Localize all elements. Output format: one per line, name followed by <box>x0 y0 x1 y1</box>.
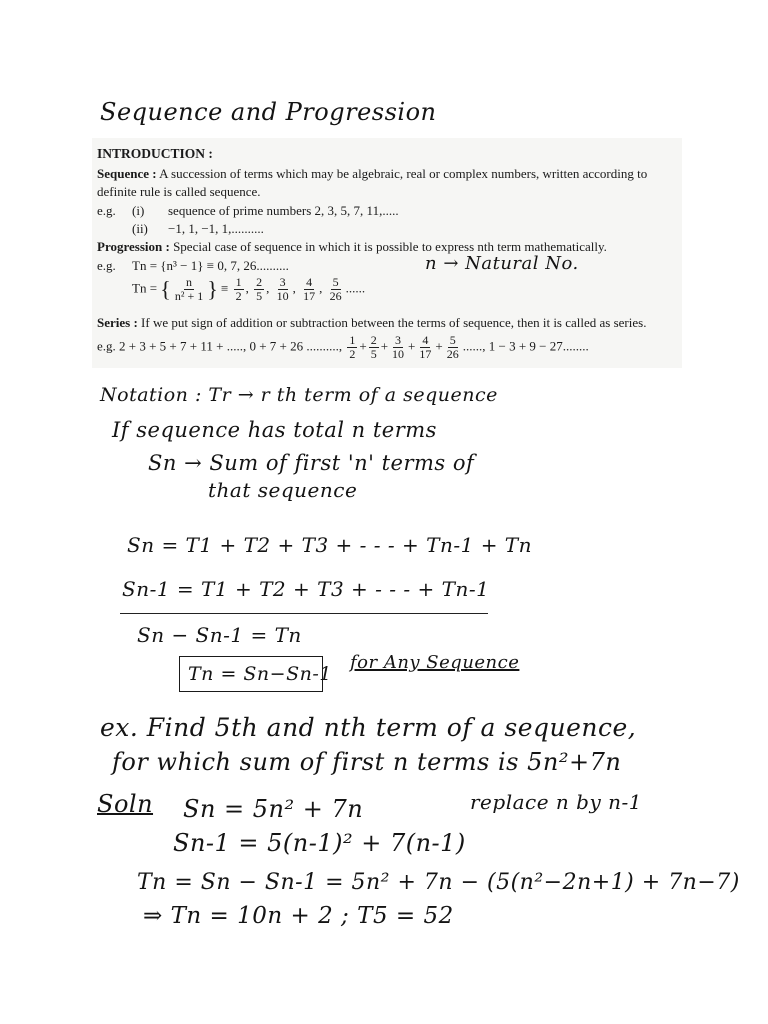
progression-text: Special case of sequence in which it is possible to express nth term mathematically. <box>173 239 607 254</box>
natural-number-note: n → Natural No. <box>425 253 579 274</box>
for-any-sequence: for Any Sequence <box>350 652 520 673</box>
intro-heading: INTRODUCTION : <box>97 146 213 161</box>
equation-sn: Sn = T1 + T2 + T3 + - - - + Tn-1 + Tn <box>127 533 533 557</box>
equation-difference: Sn − Sn-1 = Tn <box>137 623 302 647</box>
eg-label-2: e.g. <box>97 258 116 273</box>
fraction-1: $\frac{1}{2}$ <box>235 275 242 303</box>
tn-fraction-lhs: Tn = <box>132 280 158 296</box>
equation-sn-minus-1: Sn-1 = T1 + T2 + T3 + - - - + Tn-1 <box>122 577 490 601</box>
solution-tn-expansion: Tn = Sn − Sn-1 = 5n² + 7n − (5(n²−2n+1) + 7n−7) <box>137 870 740 895</box>
tn-fraction-example: Tn = { $\frac{n}{\text{n² + 1}}$ } ≡ $\frac{1}{2}$ , $\frac{2}{5}$ , $\frac{3}{10}$ , $\frac{4}{17}$ , $\frac{5}{26}$ ...... <box>132 275 366 303</box>
item-ii-label: (ii) <box>132 221 148 236</box>
solution-sn: Sn = 5n² + 7n <box>183 795 364 823</box>
item-ii-text: −1, 1, −1, 1,.......... <box>168 221 264 236</box>
tn-equiv: ≡ <box>221 280 229 296</box>
sn-definition-1: Sn → Sum of first 'n' terms of <box>148 451 475 475</box>
sequence-text-1: A succession of terms which may be algebraic, real or complex numbers, written according to <box>159 166 648 181</box>
series-line <box>97 315 646 331</box>
eg-label: e.g. <box>97 203 116 218</box>
fraction-4: $\frac{4}{17}$ <box>303 275 316 303</box>
fraction-3: $\frac{3}{10}$ <box>276 275 289 303</box>
sequence-text-2: definite rule is called sequence. <box>97 184 261 199</box>
solution-result: ⇒ Tn = 10n + 2 ; T5 = 52 <box>143 903 454 929</box>
solution-label: Soln <box>97 790 154 818</box>
series-tail: ......, 1 − 3 + 9 − 27........ <box>462 338 589 354</box>
tn-general-fraction: $\frac{n}{\text{n² + 1}}$ <box>174 275 204 303</box>
handwritten-title: Sequence and Progression <box>100 98 437 126</box>
series-label: Series : <box>97 315 138 330</box>
sequence-label: Sequence : <box>97 166 157 181</box>
replace-note: replace n by n-1 <box>470 790 642 814</box>
total-terms-line: If sequence has total n terms <box>112 418 437 442</box>
sequence-definition-line1 <box>97 166 647 182</box>
example-line-1: ex. Find 5th and nth term of a sequence, <box>100 713 637 742</box>
sn-definition-2: that sequence <box>208 478 358 502</box>
fraction-5: $\frac{5}{26}$ <box>329 275 342 303</box>
series-examples: e.g. 2 + 3 + 5 + 7 + 11 + ....., 0 + 7 + 26 .........., $\frac{1}{2}$ + $\frac{2}{5}$ + $\frac{3}{10}$ + $\frac{4}{17}$ + $\frac{5}{26}$ ......, 1 − 3 + 9 − 27........ <box>97 333 589 361</box>
notation-line: Notation : Tr → r th term of a sequence <box>100 384 498 406</box>
series-fraction-2: $\frac{2}{5}$ <box>370 333 377 361</box>
series-fraction-1: $\frac{1}{2}$ <box>349 333 356 361</box>
progression-label: Progression : <box>97 239 170 254</box>
tn-cubic-example: Tn = {n³ − 1} ≡ 0, 7, 26.......... <box>132 258 289 273</box>
series-fraction-4: $\frac{4}{17}$ <box>419 333 432 361</box>
item-i-label: (i) <box>132 203 145 218</box>
series-fraction-5: $\frac{5}{26}$ <box>446 333 459 361</box>
fraction-2: $\frac{2}{5}$ <box>256 275 263 303</box>
series-text: If we put sign of addition or subtraction between the terms of sequence, then it is called as series. <box>141 315 647 330</box>
example-line-2: for which sum of first n terms is 5n²+7n <box>112 748 622 776</box>
item-i-text: sequence of prime numbers 2, 3, 5, 7, 11,..... <box>168 203 399 218</box>
series-eg-text: e.g. 2 + 3 + 5 + 7 + 11 + ....., 0 + 7 + 26 .........., <box>97 338 343 354</box>
solution-sn-minus-1: Sn-1 = 5(n-1)² + 7(n-1) <box>173 829 466 857</box>
subtraction-rule <box>120 613 488 614</box>
series-fraction-3: $\frac{3}{10}$ <box>392 333 405 361</box>
boxed-formula-text: Tn = Sn−Sn-1 <box>188 663 332 685</box>
